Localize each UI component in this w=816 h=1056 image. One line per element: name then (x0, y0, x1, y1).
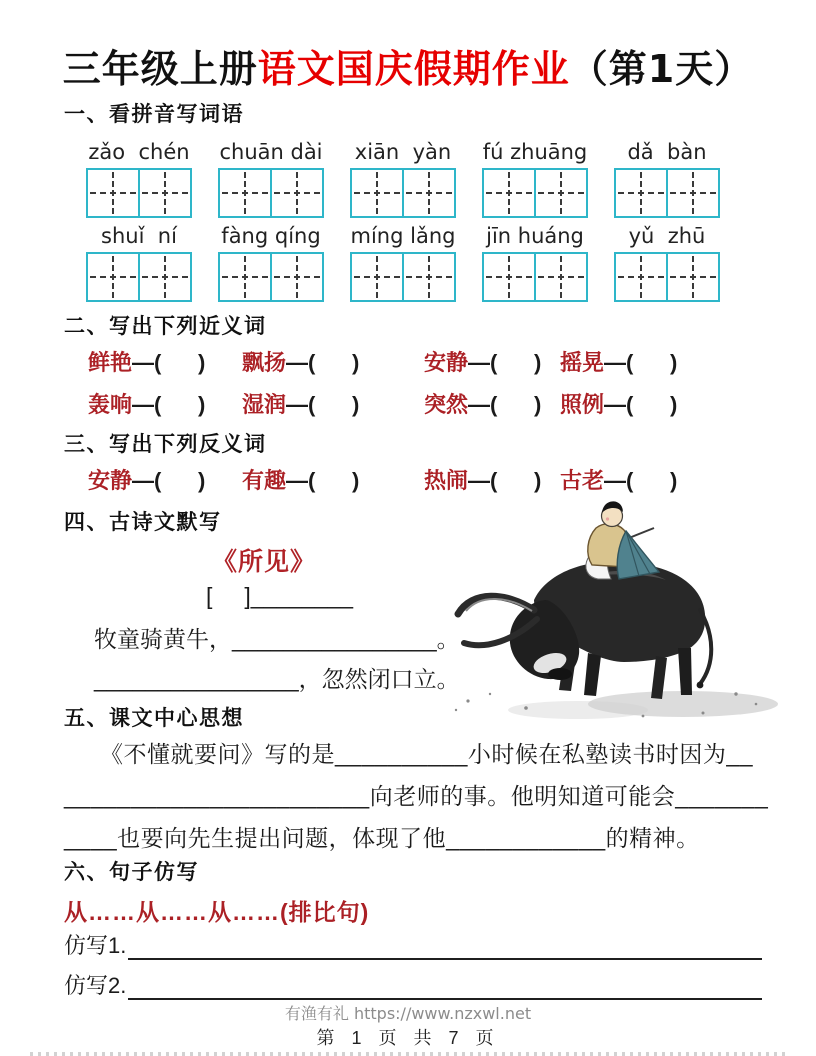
writing-cell[interactable] (402, 254, 454, 300)
footer-site-url: 有渔有礼 https://www.nzxwl.net (284, 1004, 532, 1023)
writing-cell[interactable] (666, 254, 718, 300)
title-prefix: 三年级上册 (62, 47, 258, 91)
writing-cell[interactable] (138, 254, 190, 300)
essay-fill-blank-line[interactable]: 《不懂就要问》写的是__________小时候在私塾读书时因为__ (100, 741, 753, 767)
pinyin-row-2 (86, 222, 720, 302)
pinyin-column (482, 222, 588, 302)
writing-cell[interactable] (220, 170, 270, 216)
section-heading-poem: 四、古诗文默写 (64, 511, 222, 534)
writing-cell[interactable] (270, 170, 322, 216)
pinyin-column (614, 138, 720, 218)
synonym-item (88, 346, 205, 377)
pinyin-column (350, 222, 456, 302)
antonym-item (424, 464, 541, 495)
pinyin-label: zǎo chén (88, 140, 190, 164)
answer-parens[interactable]: —( ) (604, 468, 678, 493)
writing-cell[interactable] (484, 254, 534, 300)
next-page-peek (30, 1052, 786, 1056)
writing-cell[interactable] (616, 254, 666, 300)
pinyin-label: míng lǎng (350, 224, 456, 248)
poem-fill-blank-line[interactable]: ________________，忽然闭口立。 (94, 666, 460, 692)
synonym-item (424, 346, 541, 377)
synonym-item (242, 346, 359, 377)
page-title (0, 38, 816, 93)
pinyin-column (482, 138, 588, 218)
answer-parens[interactable]: —( ) (286, 392, 360, 417)
pinyin-label: fàng qíng (221, 224, 321, 248)
pinyin-column (614, 222, 720, 302)
antonym-item (242, 464, 359, 495)
synonym-item (242, 388, 359, 419)
answer-parens[interactable]: —( ) (132, 468, 206, 493)
sentence-pattern: 从……从……从……(排比句) (64, 899, 370, 925)
answer-parens[interactable]: —( ) (132, 392, 206, 417)
synonym-word: 轰响 (88, 392, 133, 417)
writing-cell[interactable] (138, 170, 190, 216)
writing-grid (86, 168, 192, 218)
writing-grid (614, 168, 720, 218)
writing-cell[interactable] (534, 254, 586, 300)
poem-fill-blank-line[interactable]: 牧童骑黄牛，________________。 (94, 626, 460, 652)
footer-page-number: 第 1 页 共 7 页 (316, 1028, 500, 1048)
section-heading-pinyin: 一、看拼音写词语 (64, 103, 244, 126)
pinyin-column (218, 222, 324, 302)
buffalo-tail-tuft (697, 682, 704, 689)
buffalo-muzzle (548, 668, 572, 680)
writing-grid (86, 252, 192, 302)
section-heading-antonyms: 三、写出下列反义词 (64, 433, 267, 456)
pinyin-label: jīn huáng (486, 224, 584, 248)
answer-parens[interactable]: —( ) (132, 350, 206, 375)
pinyin-column (218, 138, 324, 218)
synonym-item (560, 388, 677, 419)
answer-parens[interactable]: —( ) (286, 468, 360, 493)
antonym-word: 热闹 (424, 468, 469, 493)
answer-line[interactable] (128, 971, 762, 1000)
synonym-word: 飘扬 (242, 350, 287, 375)
ground-shadow (508, 701, 648, 719)
pinyin-label: yǔ zhū (628, 224, 706, 248)
answer-parens[interactable]: —( ) (604, 350, 678, 375)
synonym-word: 照例 (560, 392, 605, 417)
synonym-item (424, 388, 541, 419)
pinyin-column (86, 138, 192, 218)
imitation-label: 仿写2. (64, 973, 127, 998)
section-heading-synonyms: 二、写出下列近义词 (64, 315, 267, 338)
essay-fill-blank-line[interactable]: _______________________向老师的事。他明知道可能会_______ (64, 783, 769, 809)
writing-cell[interactable] (270, 254, 322, 300)
synonym-word: 鲜艳 (88, 350, 133, 375)
imitation-row-1 (64, 930, 762, 960)
writing-cell[interactable] (666, 170, 718, 216)
writing-cell[interactable] (402, 170, 454, 216)
synonym-word: 突然 (424, 392, 469, 417)
pinyin-label: xiān yàn (354, 140, 452, 164)
pinyin-label: fú zhuāng (482, 140, 588, 164)
synonym-word: 摇晃 (560, 350, 605, 375)
synonym-word: 湿润 (242, 392, 287, 417)
writing-grid (614, 252, 720, 302)
synonym-item (88, 388, 205, 419)
boy-cheek (606, 517, 609, 520)
imitation-row-2 (64, 970, 762, 1000)
section-heading-sentence: 六、句子仿写 (64, 861, 199, 884)
title-suffix: （第1天） (569, 47, 754, 91)
answer-parens[interactable]: —( ) (286, 350, 360, 375)
imitation-label: 仿写1. (64, 933, 127, 958)
synonym-word: 安静 (424, 350, 469, 375)
writing-grid (350, 168, 456, 218)
writing-cell[interactable] (534, 170, 586, 216)
writing-grid (482, 252, 588, 302)
writing-cell[interactable] (220, 254, 270, 300)
writing-cell[interactable] (88, 254, 138, 300)
antonym-word: 安静 (88, 468, 133, 493)
pinyin-label: dǎ bàn (627, 140, 707, 164)
title-highlight: 语文国庆假期作业 (257, 47, 570, 91)
antonym-item (88, 464, 205, 495)
answer-parens[interactable]: —( ) (468, 350, 542, 375)
antonym-word: 古老 (560, 468, 605, 493)
writing-cell[interactable] (352, 170, 402, 216)
writing-grid (218, 252, 324, 302)
antonym-item (560, 464, 677, 495)
synonym-item (560, 346, 677, 377)
pinyin-label: shuǐ ní (101, 224, 177, 248)
ink-painting-boy-on-buffalo-illustration (438, 498, 778, 726)
poem-title: 《所见》 (212, 548, 317, 576)
answer-parens[interactable]: —( ) (604, 392, 678, 417)
answer-parens[interactable]: —( ) (468, 468, 542, 493)
poem-author-blank-line[interactable]: [ ]________ (206, 583, 354, 609)
answer-line[interactable] (128, 931, 762, 960)
writing-cell[interactable] (616, 170, 666, 216)
writing-grid (482, 168, 588, 218)
writing-cell[interactable] (352, 254, 402, 300)
buffalo-leg (584, 653, 601, 696)
antonym-word: 有趣 (242, 468, 287, 493)
pinyin-label: chuān dài (219, 140, 323, 164)
writing-cell[interactable] (484, 170, 534, 216)
pinyin-column (350, 138, 456, 218)
essay-fill-blank-line[interactable]: ____也要向先生提出问题，体现了他____________的精神。 (64, 825, 700, 851)
buffalo-leg (678, 648, 692, 695)
section-heading-essay: 五、课文中心思想 (64, 707, 244, 730)
pinyin-column (86, 222, 192, 302)
writing-cell[interactable] (88, 170, 138, 216)
answer-parens[interactable]: —( ) (468, 392, 542, 417)
writing-grid (350, 252, 456, 302)
writing-grid (218, 168, 324, 218)
pinyin-row-1 (86, 138, 720, 218)
